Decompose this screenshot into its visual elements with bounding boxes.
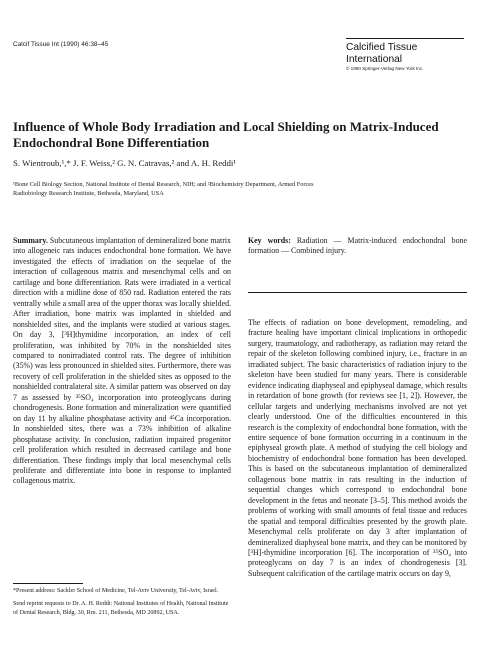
footnote-present-address: *Present address: Sackler School of Medicine, Tel-Aviv University, Tel-Aviv, Israel. xyxy=(13,588,219,594)
keywords-section xyxy=(248,236,467,257)
keywords-text: Radiation — Matrix-induced endochondral bone formation — Combined injury. xyxy=(248,236,467,256)
journal-name-line2: International xyxy=(346,53,403,65)
introduction-paragraph: The effects of radiation on bone development, remodeling, and fracture healing have important clinical implications in orthopedic surgery, traumatology, and radiotherapy, as radiation may retard the repair of the skeleton following combined injury, i.e., fracture in an irradiated subject. The basic characteristics of radiation injury to the skeleton have been studied for many years. There is considerable evidence indicating diaphyseal and epiphyseal damage, which results in retardation of bone growth (for reviews see [1, 2]). However, the cellular targets and underlying mechanisms involved are not yet clearly understood. One of the difficulties encountered in this research is the complexity of endochondral bone formation, with the entire sequence of bone formation occurring in a continuum in the epiphyseal growth plate. A method of studying the cell biology and biochemistry of endochondral bone formation has been developed. This is based on the subcutaneous implantation of demineralized collagenous bone matrix in rats resulting in the induction of sequential changes which correspond to endochondral bone development in the fetus and neonate [3–5]. This method avoids the problems of working with small amounts of fetal tissue and reduces the spatial and temporal difficulties presented by the growth plate. Mesenchymal cells proliferate on day 3 after implantation of demineralized diaphyseal bone matrix, and they can be monitored by [³H]-thymidine incorporation [6]. The incorporation of ³⁵SO₄ into proteoglycans on day 7 is an index of chondrogenesis [3]. Subsequent calcification of the cartilage matrix occurs on day 9, xyxy=(248,318,467,578)
affiliation-line2: Radiobiology Research Institute, Bethesda, Maryland, USA xyxy=(13,189,164,197)
footnote-rule xyxy=(13,583,83,584)
summary-label: Summary. xyxy=(13,236,48,245)
article-title-line2: Endochondral Bone Differentiation xyxy=(13,134,210,150)
summary-section xyxy=(13,236,231,487)
introduction-section xyxy=(248,318,467,579)
journal-masthead xyxy=(346,38,464,71)
summary-text: Subcutaneous implantation of demineralized bone matrix into allogeneic rats induces endochondral bone formation. We have investigated the effects of irradiation on the sequelae of the interaction of collagenous matrix and mesenchymal cells and on cartilage and bone differentiation. Rats were irradiated in a vertical direction with a midline dose of 850 rad. Radiation entered the rats ventrally while a small area of the upper thorax was locally shielded. After irradiation, bone matrix was implanted in shielded and nonshielded sites, and the implants were studied at various stages. On day 3, [³H]thymidine incorporation, an index of cell proliferation, was inhibited by 70% in the nonshielded sites compared to nonirradiated control rats. The degree of inhibition (35%) was less pronounced in shielded sites. Furthermore, there was recovery of cell proliferation in the shielded sites as opposed to the nonshielded contralateral site. A similar pattern was observed on day 7 as assessed by ³⁵SO₄ incorporation into proteoglycans during chondrogenesis. Bone formation and mineralization were quantified on day 11 by alkaline phosphatase activity and ⁴⁵Ca incorporation. In nonshielded sites, there was a 73% inhibition of alkaline phosphatase activity. In conclusion, radiation impaired progenitor cell proliferation which resulted in decreased cartilage and bone differentiation. These findings imply that local mesenchymal cells proliferate and differentiate into bone in response to implanted collagenous matrix. xyxy=(13,236,231,486)
affiliation-line1: ¹Bone Cell Biology Section, National Institute of Dental Research, NIH; and ²Biochemistry Department, Armed Forces xyxy=(13,181,314,188)
keywords-label: Key words: xyxy=(248,236,291,245)
article-title-line1: Influence of Whole Body Irradiation and Local Shielding on Matrix-Induced xyxy=(13,119,439,134)
journal-copyright: © 1990 Springer-Verlag New York Inc. xyxy=(346,66,424,71)
journal-citation: Calcif Tissue Int (1990) 46:38–45 xyxy=(13,41,109,48)
footnote-reprint-requests: Send reprint requests to Dr. A. H. Reddi: National Institutes of Health, National Institute of Dental Research, Bldg. 30, Rm. 211, Bethesda, MD 20892, USA. xyxy=(13,600,229,616)
keywords-rule xyxy=(248,292,467,293)
journal-name-line1: Calcified Tissue xyxy=(346,42,418,53)
footnotes xyxy=(13,587,231,617)
article-authors: S. Wientroub,¹,* J. F. Weiss,² G. N. Catravas,² and A. H. Reddi¹ xyxy=(13,158,236,168)
summary-paragraph xyxy=(13,236,231,487)
article-title xyxy=(13,119,468,150)
keywords-paragraph xyxy=(248,236,467,257)
masthead-rule xyxy=(346,38,464,39)
author-affiliations xyxy=(13,181,468,198)
